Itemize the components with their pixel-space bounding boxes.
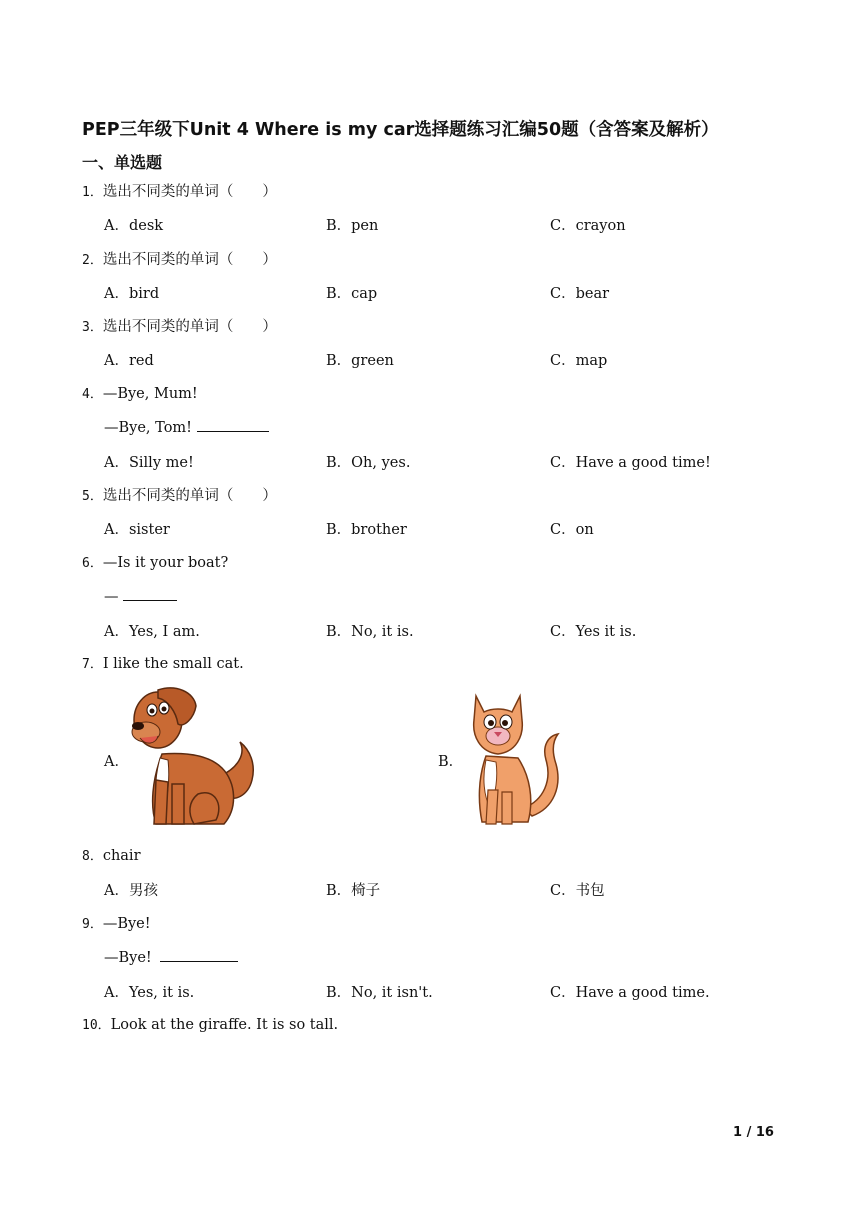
question-stem: 选出不同类的单词（ ）	[102, 319, 277, 335]
option-c[interactable]: C．书包	[550, 883, 605, 899]
answer-blank[interactable]	[197, 417, 269, 432]
option-b[interactable]: B．brother	[326, 522, 407, 538]
question-number: 3．	[82, 320, 103, 335]
question-stem: chair	[102, 848, 141, 864]
question-number: 4．	[82, 387, 103, 402]
option-b[interactable]: B．pen	[326, 218, 379, 234]
dialogue-text: —	[104, 589, 119, 605]
option-a[interactable]: A．Yes, it is.	[104, 985, 195, 1001]
option-c[interactable]: C．Yes it is.	[550, 624, 637, 640]
dialogue-line	[104, 947, 238, 966]
question-number: 7．	[82, 657, 103, 672]
question-number: 10．	[82, 1018, 111, 1033]
cat-illustration-icon[interactable]	[462, 690, 568, 832]
question-2	[82, 248, 277, 269]
page-number: 1 / 16	[733, 1125, 774, 1140]
question-stem: —Bye!	[102, 916, 151, 932]
option-c[interactable]: C．bear	[550, 286, 610, 302]
option-a[interactable]: A．Yes, I am.	[104, 624, 200, 640]
option-c[interactable]: C．map	[550, 353, 608, 369]
option-b[interactable]: B．椅子	[326, 883, 381, 899]
option-c[interactable]: C．crayon	[550, 218, 626, 234]
question-7	[82, 653, 244, 672]
option-c[interactable]: C．Have a good time.	[550, 985, 710, 1001]
answer-blank[interactable]	[160, 947, 238, 962]
dialogue-text: —Bye, Tom!	[104, 420, 192, 436]
option-a[interactable]: A．sister	[104, 522, 170, 538]
dialogue-text: —Bye!	[104, 950, 152, 966]
option-b[interactable]: B．No, it isn't.	[326, 985, 433, 1001]
question-number: 2．	[82, 253, 103, 268]
answer-blank[interactable]	[123, 586, 177, 601]
question-4	[82, 383, 198, 402]
question-number: 8．	[82, 849, 103, 864]
question-1	[82, 180, 277, 201]
question-stem: I like the small cat.	[102, 656, 244, 672]
option-c[interactable]: C．Have a good time!	[550, 455, 711, 471]
question-9	[82, 913, 151, 932]
question-stem: Look at the giraffe. It is so tall.	[110, 1017, 339, 1033]
question-stem: —Is it your boat?	[102, 555, 229, 571]
question-stem: 选出不同类的单词（ ）	[102, 252, 277, 268]
option-b[interactable]: B．Oh, yes.	[326, 455, 411, 471]
option-a[interactable]: A．bird	[104, 286, 160, 302]
option-a[interactable]: A．desk	[104, 218, 164, 234]
option-c[interactable]: C．on	[550, 522, 594, 538]
option-a[interactable]: A．男孩	[104, 883, 158, 899]
question-10	[82, 1014, 338, 1033]
question-number: 9．	[82, 917, 103, 932]
question-stem: 选出不同类的单词（ ）	[102, 184, 277, 200]
question-stem: 选出不同类的单词（ ）	[102, 488, 277, 504]
option-a[interactable]: A．	[104, 754, 129, 770]
question-8	[82, 845, 141, 864]
section-heading: 一、单选题	[82, 153, 163, 172]
option-a[interactable]: A．red	[104, 353, 154, 369]
dialogue-line	[104, 417, 269, 436]
option-b[interactable]: B．cap	[326, 286, 378, 302]
option-b[interactable]: B．	[438, 754, 464, 770]
option-b[interactable]: B．No, it is.	[326, 624, 414, 640]
question-number: 5．	[82, 489, 103, 504]
dog-illustration-icon[interactable]	[128, 684, 262, 832]
option-a[interactable]: A．Silly me!	[104, 455, 194, 471]
question-number: 1．	[82, 185, 103, 200]
option-b[interactable]: B．green	[326, 353, 394, 369]
document-title: PEP三年级下Unit 4 Where is my car选择题练习汇编50题（含答案及解析）	[82, 120, 719, 140]
question-5	[82, 484, 277, 505]
question-3	[82, 315, 277, 336]
question-6	[82, 552, 228, 571]
question-stem: —Bye, Mum!	[102, 386, 198, 402]
question-number: 6．	[82, 556, 103, 571]
dialogue-line	[104, 586, 177, 605]
